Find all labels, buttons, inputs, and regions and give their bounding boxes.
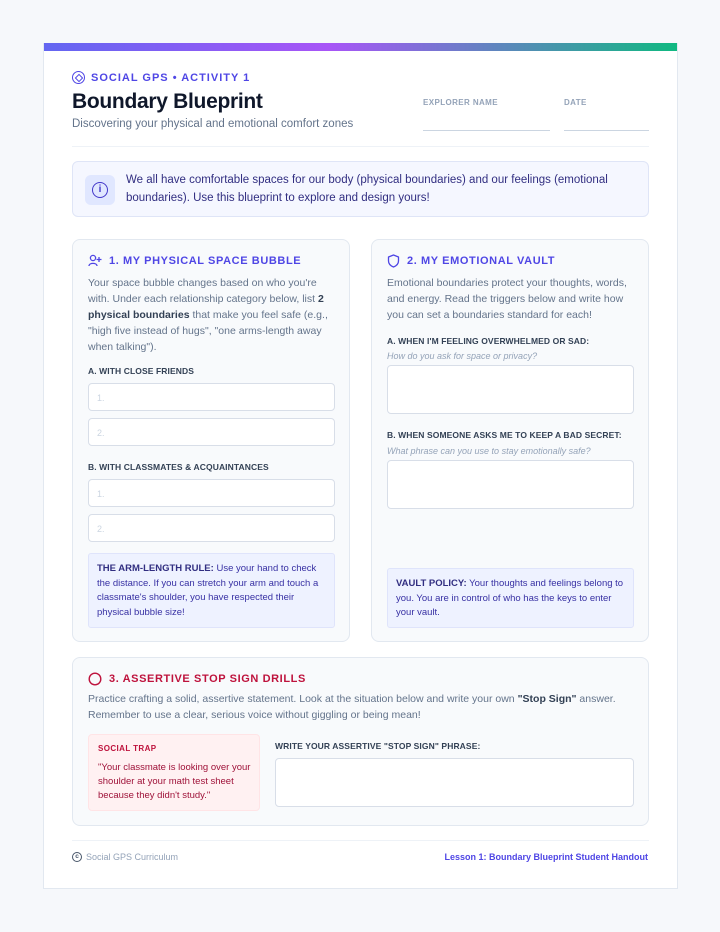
classmates-boundary-2-input[interactable]: 2. xyxy=(88,514,335,542)
stop-answer-label: WRITE YOUR ASSERTIVE "STOP SIGN" PHRASE: xyxy=(275,741,481,751)
bad-secret-answer-input[interactable] xyxy=(387,460,634,509)
friends-boundary-2-input[interactable]: 2. xyxy=(88,418,335,446)
emotional-vault-card xyxy=(371,239,649,642)
add-person-icon xyxy=(88,254,102,267)
friends-boundary-1-input[interactable]: 1. xyxy=(88,383,335,411)
overwhelmed-answer-input[interactable] xyxy=(387,365,634,414)
page-title: Boundary Blueprint xyxy=(72,90,263,113)
footer-left-text: Social GPS Curriculum xyxy=(86,852,179,862)
copyright-icon: c xyxy=(72,852,82,862)
close-friends-label: A. WITH CLOSE FRIENDS xyxy=(88,366,194,376)
compass-icon xyxy=(72,71,85,84)
bad-secret-label: B. WHEN SOMEONE ASKS ME TO KEEP A BAD SECRET: xyxy=(387,430,622,440)
classmates-boundary-1-input[interactable]: 1. xyxy=(88,479,335,507)
gradient-top-bar xyxy=(44,43,677,51)
stop-title-text: 3. ASSERTIVE STOP SIGN DRILLS xyxy=(109,673,306,685)
footer-right-text: Lesson 1: Boundary Blueprint Student Handout xyxy=(444,852,648,862)
footer-left xyxy=(72,852,178,862)
stop-sign-answer-input[interactable] xyxy=(275,758,634,807)
emotional-intro: Emotional boundaries protect your thoughts, words, and energy. Read the triggers below and write how you can set a boundaries standard for each! xyxy=(387,277,627,321)
info-text: We all have comfortable spaces for our body (physical boundaries) and our feelings (emotional boundaries). Use this blueprint to explore and design yours! xyxy=(126,174,608,204)
physical-title-text: 1. MY PHYSICAL SPACE BUBBLE xyxy=(109,254,302,267)
stop-intro: Practice crafting a solid, assertive statement. Look at the situation below and write your own "Stop Sign" answer. Remember to use a clear, serious voice without giggling or being mean! xyxy=(88,693,616,721)
stop-card-title xyxy=(88,672,306,686)
physical-card-title xyxy=(88,254,301,267)
date-label: DATE xyxy=(564,98,587,107)
handout-page xyxy=(43,43,678,889)
vault-policy-note: VAULT POLICY: Your thoughts and feelings belong to you. You are in control of who has the keys to enter your vault. xyxy=(387,568,634,628)
bad-secret-hint: What phrase can you use to stay emotionally safe? xyxy=(387,446,591,456)
page-subtitle: Discovering your physical and emotional comfort zones xyxy=(72,118,354,130)
social-trap-label: SOCIAL TRAP xyxy=(98,744,157,753)
social-trap-text: "Your classmate is looking over your shoulder at your math test sheet because they didn't study." xyxy=(98,762,251,801)
physical-bubble-card xyxy=(72,239,350,642)
stop-sign-card xyxy=(72,657,649,826)
header-divider xyxy=(72,146,649,147)
info-icon: i xyxy=(85,175,115,205)
footer-divider xyxy=(72,840,649,841)
overwhelmed-hint: How do you ask for space or privacy? xyxy=(387,351,538,361)
shield-icon xyxy=(387,254,400,268)
explorer-name-field[interactable] xyxy=(423,130,550,131)
info-banner xyxy=(72,161,649,217)
activity-kicker xyxy=(72,71,250,84)
classmates-label: B. WITH CLASSMATES & ACQUAINTANCES xyxy=(88,462,269,472)
social-trap-box xyxy=(88,734,260,811)
physical-intro: Your space bubble changes based on who you're with. Under each relationship category below, list 2 physical boundaries that make you feel safe (e.g., "high five instead of hugs", "one arms-length away when talking"). xyxy=(88,277,328,353)
date-field[interactable] xyxy=(564,130,649,131)
emotional-card-title xyxy=(387,254,555,268)
kicker-text: SOCIAL GPS • ACTIVITY 1 xyxy=(91,71,251,84)
explorer-name-label: EXPLORER NAME xyxy=(423,98,498,107)
emotional-title-text: 2. MY EMOTIONAL VAULT xyxy=(407,255,556,267)
arm-length-rule-note: THE ARM-LENGTH RULE: Use your hand to check the distance. If you can stretch your arm and touch a classmate's shoulder, you have respected their physical bubble size! xyxy=(88,553,335,628)
overwhelmed-label: A. WHEN I'M FEELING OVERWHELMED OR SAD: xyxy=(387,336,590,346)
stop-circle-icon xyxy=(88,672,102,686)
